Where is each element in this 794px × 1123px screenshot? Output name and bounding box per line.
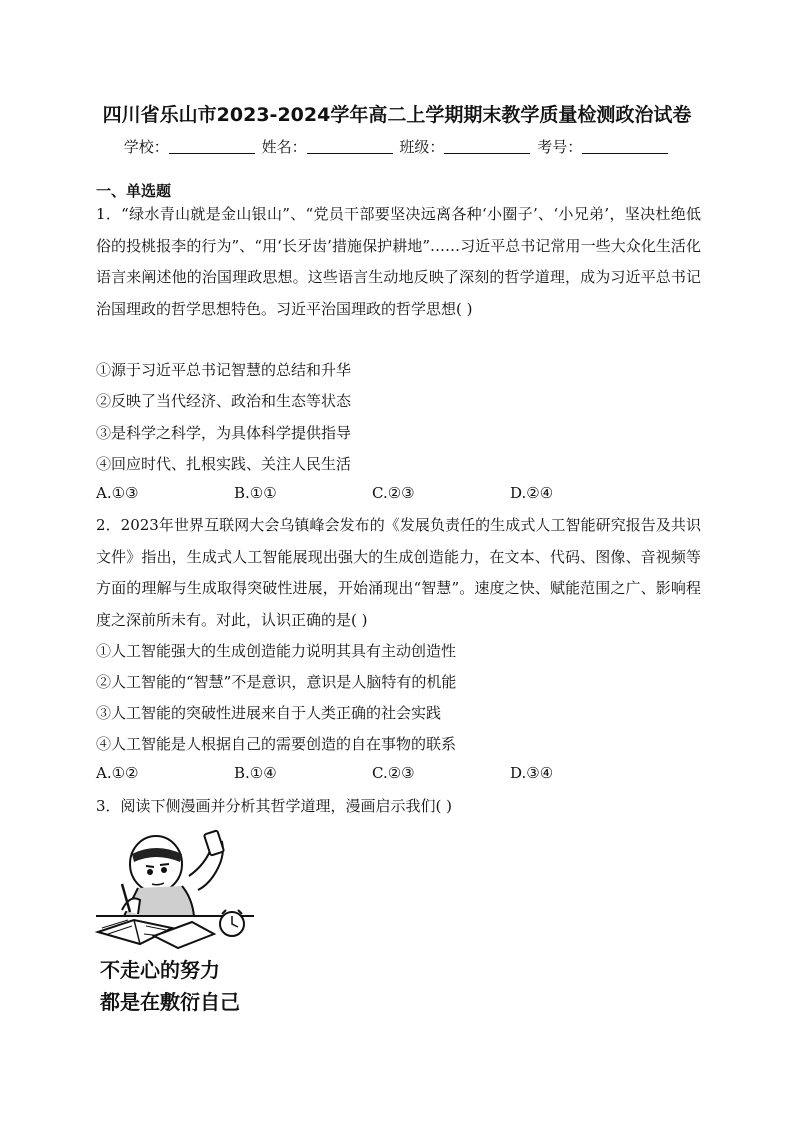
cartoon-caption-2: 都是在敷衍自己 (100, 990, 240, 1014)
phone-icon (204, 830, 224, 855)
cartoon-drawing (94, 824, 256, 1020)
class-blank[interactable] (444, 139, 530, 154)
question-2-option-b[interactable]: B.①④ (234, 764, 277, 782)
name-label: 姓名： (261, 138, 307, 156)
school-blank[interactable] (169, 139, 255, 154)
question-3-stem: 3．阅读下侧漫画并分析其哲学道理，漫画启示我们( ) (96, 797, 453, 815)
school-label: 学校： (123, 138, 169, 156)
student-info-line (0, 136, 794, 157)
question-2-stem: 2．2023年世界互联网大会乌镇峰会发布的《发展负责任的生成式人工智能研究报告及共识文件》指出，生成式人工智能展现出强大的生成创造能力，在文本、代码、图像、音视频等方面的理解与生成取得突破性进展，开始涌现出“智慧”。速度之快、赋能范围之广、影响程度之深前所未有。对此，认识正确的是( ) (96, 516, 701, 629)
question-1-option-d[interactable]: D.②④ (510, 484, 554, 502)
number-label: 考号： (537, 138, 583, 156)
question-1-option-b[interactable]: B.①① (234, 484, 277, 502)
cartoon-caption-1: 不走心的努力 (100, 958, 220, 982)
head (130, 836, 182, 892)
question-2-option-d[interactable]: D.③④ (510, 764, 554, 782)
question-2-item-1: ①人工智能强大的生成创造能力说明其具有主动创造性 (96, 642, 457, 660)
question-2-item-2: ②人工智能的“智慧”不是意识，意识是人脑特有的机能 (96, 673, 457, 691)
number-blank[interactable] (582, 139, 668, 154)
question-2-option-a[interactable]: A.①② (96, 764, 139, 782)
question-1-item-3: ③是科学之科学，为具体科学提供指导 (96, 424, 352, 442)
question-1-item-2: ②反映了当代经济、政治和生态等状态 (96, 392, 352, 410)
name-blank[interactable] (307, 139, 393, 154)
class-label: 班级： (399, 138, 445, 156)
question-1-item-4: ④回应时代、扎根实践、关注人民生活 (96, 455, 352, 473)
question-1-option-c[interactable]: C.②③ (372, 484, 415, 502)
question-1-option-a[interactable]: A.①③ (96, 484, 139, 502)
question-2-item-4: ④人工智能是人根据自己的需要创造的自在事物的联系 (96, 735, 457, 753)
section-heading: 一、单选题 (96, 182, 172, 200)
eye-right (161, 867, 167, 873)
page-title: 四川省乐山市2023-2024学年高二上学期期末教学质量检测政治试卷 (102, 104, 692, 126)
question-2-option-c[interactable]: C.②③ (372, 764, 415, 782)
question-1-stem: 1．“绿水青山就是金山银山”、“党员干部要坚决远离各种‘小圈子’、‘小兄弟’，坚决杜绝低俗的投桃报李的行为”、“用‘长牙齿’措施保护耕地”……习近平总书记常用一些大众化生活化语言来阐述他的治国理政思想。这些语言生动地反映了深刻的哲学道理，成为习近平总书记治国理政的哲学思想特色。习近平治国理政的哲学思想( ) (96, 205, 701, 318)
question-1-item-1: ①源于习近平总书记智慧的总结和升华 (96, 361, 352, 379)
question-2-item-3: ③人工智能的突破性进展来自于人类正确的社会实践 (96, 704, 442, 722)
cartoon-illustration (94, 824, 256, 1020)
eye-left (147, 869, 153, 875)
